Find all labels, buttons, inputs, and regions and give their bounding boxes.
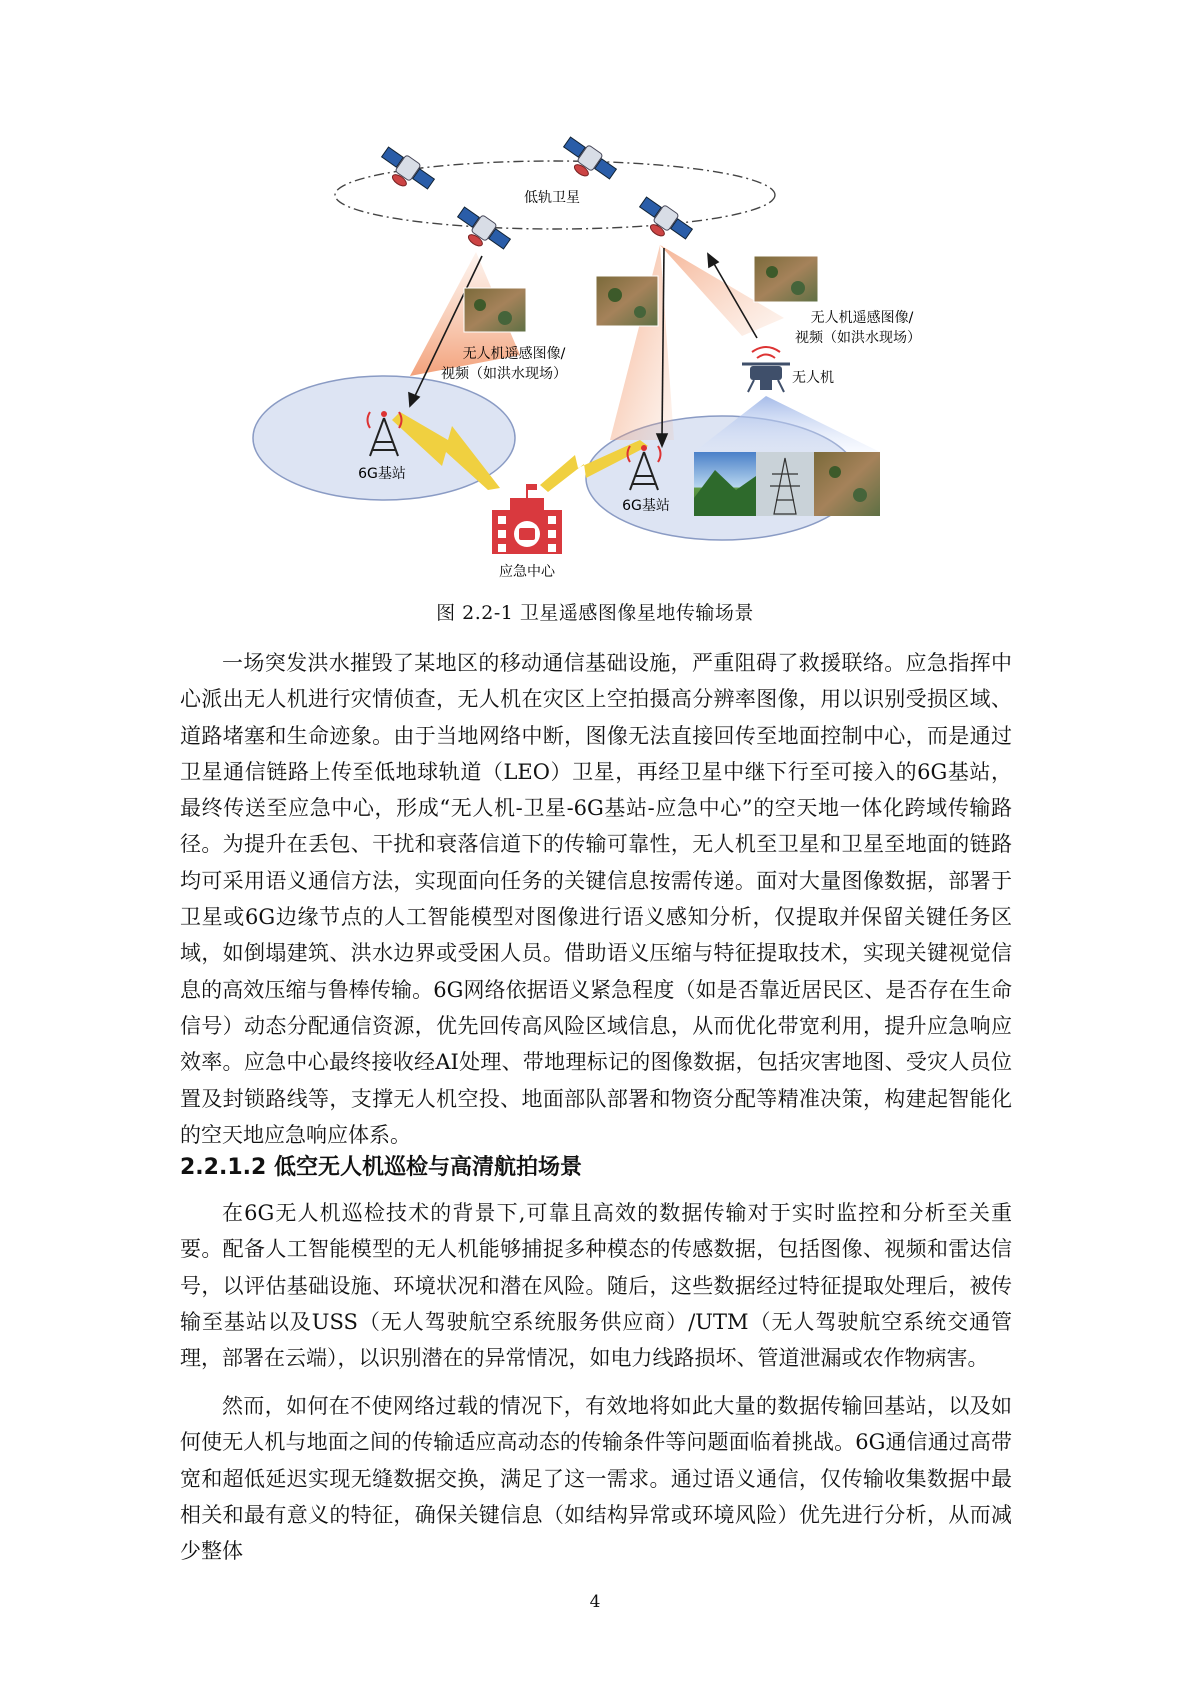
figure-satellite-transmission [0,0,1190,590]
flood-image-middle [596,276,658,326]
leo-label: 低轨卫星 [524,190,580,206]
paragraph-flood-scenario: 一场突发洪水摧毁了某地区的移动通信基础设施，严重阻碍了救援联络。应急指挥中心派出无人机进行灾情侦查，无人机在灾区上空拍摄高分辨率图像，用以识别受损区域、道路堵塞和生命迹象。由于当地网络中断，图像无法直接回传至地面控制中心，而是通过卫星通信链路上传至低地球轨道（LEO）卫星，再经卫星中继下行至可接入的6G基站，最终传送至应急中心，形成“无人机-卫星-6G基站-应急中心”的空天地一体化跨域传输路径。为提升在丢包、干扰和衰落信道下的传输可靠性，无人机至卫星和卫星至地面的链路均可采用语义通信方法，实现面向任务的关键信息按需传递。面对大量图像数据，部署于卫星或6G边缘节点的人工智能模型对图像进行语义感知分析，仅提取并保留关键任务区域，如倒塌建筑、洪水边界或受困人员。借助语义压缩与特征提取技术，实现关键视觉信息的高效压缩与鲁棒传输。6G网络依据语义紧急程度（如是否靠近居民区、是否存在生命信号）动态分配通信资源，优先回传高风险区域信息，从而优化带宽利用，提升应急响应效率。应急中心最终接收经AI处理、带地理标记的图像数据，包括灾害地图、受灾人员位置及封锁路线等，支撑无人机空投、地面部队部署和物资分配等精准决策，构建起智能化的空天地应急响应体系。 [180,651,1012,1147]
drone-icon [742,347,790,392]
base-station-left-label: 6G基站 [358,466,406,482]
figure-diagram [0,0,1190,590]
paragraph-challenges: 然而，如何在不使网络过载的情况下，有效地将如此大量的数据传输回基站，以及如何使无人机与地面之间的传输适应高动态的传输条件等问题面临着挑战。6G通信通过高带宽和超低延迟实现无缝数据交换，满足了这一需求。通过语义通信，仅传输收集数据中最相关和最有意义的特征，确保关键信息（如结构异常或环境风险）优先进行分析，从而减少整体 [180,1394,1012,1564]
figure-caption: 图 2.2-1 卫星遥感图像星地传输场景 [436,602,754,624]
uav-image-left-label-2: 视频（如洪水现场） [441,366,567,382]
flood-image-left [464,288,526,332]
emergency-center-label: 应急中心 [499,564,555,580]
paragraph-uav-inspection: 在6G无人机巡检技术的背景下,可靠且高效的数据传输对于实时监控和分析至关重要。配备人工智能模型的无人机能够捕捉多种模态的传感数据，包括图像、视频和雷达信号，以评估基础设施、环境状况和潜在风险。随后，这些数据经过特征提取处理后，被传输至基站以及USS（无人驾驶航空系统服务供应商）/UTM（无人驾驶航空系统交通管理，部署在云端），以识别潜在的异常情况，如电力线路损坏、管道泄漏或农作物病害。 [180,1201,1012,1371]
flood-image-right [754,256,818,302]
uav-image-right-label-2: 视频（如洪水现场） [795,330,921,346]
base-station-right-label: 6G基站 [622,498,670,514]
uav-image-right-label-1: 无人机遥感图像/ [810,310,914,326]
page-number: 4 [589,1592,601,1612]
section-heading: 2.2.1.2 低空无人机巡检与高清航拍场景 [180,1155,582,1180]
uav-label: 无人机 [792,370,834,386]
emergency-center-icon [492,484,562,554]
uav-image-left-label-1: 无人机遥感图像/ [462,346,566,362]
inspection-image-strip [694,452,880,516]
